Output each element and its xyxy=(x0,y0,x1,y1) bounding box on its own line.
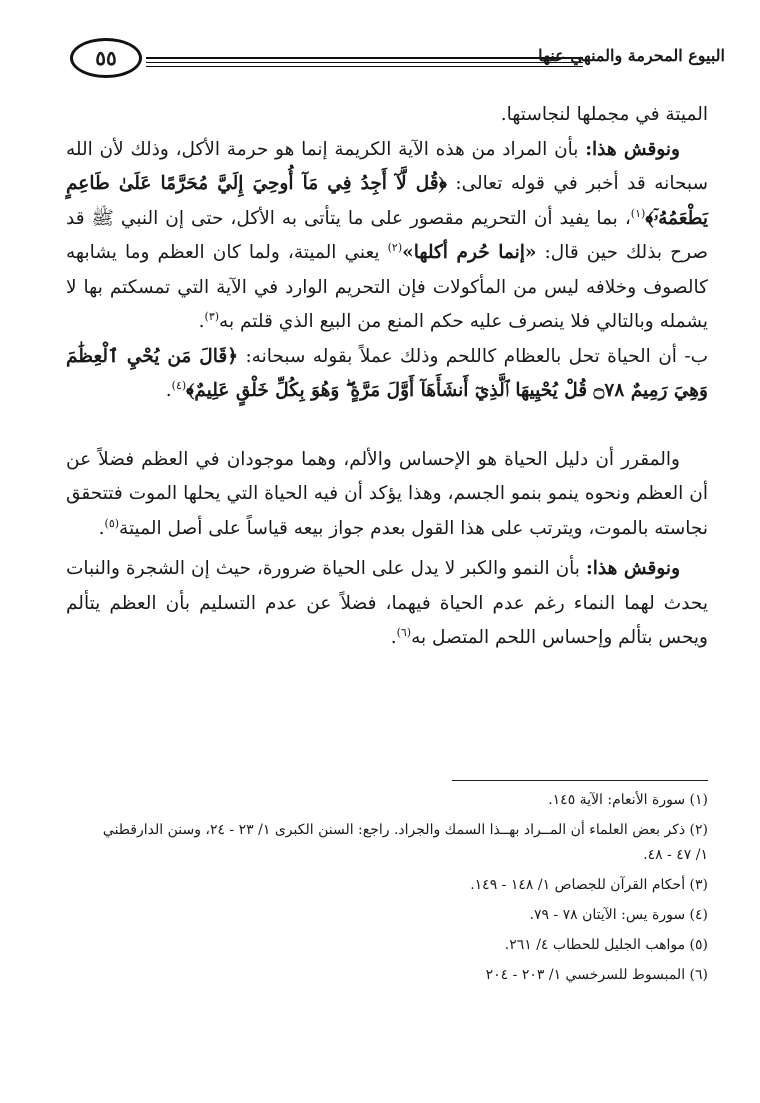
footnote-5 xyxy=(66,935,708,956)
paragraph-1 xyxy=(66,98,708,133)
footnote-ref[interactable]: (١) xyxy=(630,206,646,220)
footnotes xyxy=(66,790,708,995)
footnote-ref[interactable]: (٢) xyxy=(387,240,403,254)
hadith-quote: «إنما حُرم أكلها» xyxy=(402,242,537,263)
paragraph-3 xyxy=(66,340,708,409)
paragraph-4 xyxy=(66,443,708,547)
page-header xyxy=(70,38,725,86)
footnote-text: (٢) ذكر بعض العلماء أن المــراد بهــذا السمك والجراد. راجع: السنن الكبرى ١/ ٢٣ - ٢٤، وسنن الدارقطني xyxy=(102,822,708,838)
footnote-6 xyxy=(66,965,708,986)
punctuation: . xyxy=(198,311,205,332)
running-title: البيوع المحرمة والمنهي عنها xyxy=(538,46,725,65)
header-rule xyxy=(146,62,583,63)
paragraph-5 xyxy=(66,552,708,656)
paragraph-text: الميتة في مجملها لنجاستها. xyxy=(500,104,708,125)
footnote-3 xyxy=(66,875,708,896)
discussion-lead: ونوقش هذا: xyxy=(585,558,680,579)
footnote-1 xyxy=(66,790,708,811)
footnote-text: (٣) أحكام القرآن للجصاص ١/ ١٤٨ - ١٤٩. xyxy=(470,877,708,893)
paragraph-text: يعني الميتة، ولما كان العظم وما يشابهه كالصوف وخلافه ليس من المأكولات فإن التحريم الوارد في الآية التي تمسكتم بها لا يشمله وبالتالي فلا ينصرف عليه حكم المنع من البيع الذي قلتم به xyxy=(66,242,708,332)
footnote-separator xyxy=(452,780,708,781)
footnote-ref[interactable]: (٤) xyxy=(171,378,187,392)
punctuation: . xyxy=(390,627,397,648)
footnote-text: (١) سورة الأنعام: الآية ١٤٥. xyxy=(548,792,708,808)
quran-verse: ﴿قَالَ مَن يُحْيِ ٱلْعِظَٰمَ وَهِيَ رَمِيمٌ ۝٧٨ قُلْ يُحْيِيهَا ٱلَّذِيٓ أَنشَأَهَآ أَوَّلَ مَرَّةٍ ۖ وَهُوَ بِكُلِّ خَلْقٍ عَلِيمٌ﴾ xyxy=(66,345,708,401)
footnote-continuation: ١/ ٤٧ - ٤٨. xyxy=(643,847,708,863)
page-number: ٥٥ xyxy=(95,46,117,70)
paragraph-gap xyxy=(66,409,708,443)
footnote-text: (٤) سورة يس: الآيتان ٧٨ - ٧٩. xyxy=(529,907,708,923)
footnote-text: (٦) المبسوط للسرخسي ١/ ٢٠٣ - ٢٠٤ xyxy=(485,967,708,983)
main-text xyxy=(66,98,708,656)
page-number-oval xyxy=(70,38,142,78)
footnote-ref[interactable]: (٦) xyxy=(396,625,412,639)
paragraph-text: ب- أن الحياة تحل بالعظام كاللحم وذلك عملاً بقوله سبحانه: xyxy=(238,345,708,367)
discussion-lead: ونوقش هذا: xyxy=(585,138,680,160)
paragraph-text: ، بما يفيد أن التحريم مقصور على ما يتأتى به الأكل، حتى إن النبي ﷺ قد صرح بذلك حين قال: xyxy=(66,207,708,263)
header-rule xyxy=(146,66,583,67)
paragraph-2 xyxy=(66,133,708,340)
paragraph-text: بأن المراد من هذه الآية الكريمة إنما هو حرمة الأكل، وذلك لأن الله سبحانه قد أخبر في قوله تعالى: xyxy=(66,138,708,194)
paragraph-text: والمقرر أن دليل الحياة هو الإحساس والألم، وهما موجودان في العظم فضلاً عن أن العظم ونحوه ينمو بنمو الجسم، وهذا يؤكد أن فيه الحياة التي يحلها الموت فتتحقق نجاسته بالموت، ويترتب على هذا القول بعدم جواز بيعه قياساً على أصل الميتة xyxy=(66,448,708,539)
footnote-text: (٥) مواهب الجليل للحطاب ٤/ ٢٦١. xyxy=(504,937,708,953)
paragraph-text: بأن النمو والكبر لا يدل على الحياة ضرورة، حيث إن الشجرة والنبات يحدث لهما النماء رغم عدم الحياة فيهما، فضلاً عن عدم التسليم بأن العظم يتألم ويحس بتألم وإحساس اللحم المتصل به xyxy=(66,558,708,648)
header-rule xyxy=(146,57,583,59)
footnote-2 xyxy=(66,820,708,866)
punctuation: . xyxy=(98,517,105,539)
footnote-ref[interactable]: (٣) xyxy=(204,309,220,323)
footnote-4 xyxy=(66,905,708,926)
punctuation: . xyxy=(165,380,172,401)
footnote-ref[interactable]: (٥) xyxy=(104,516,120,530)
quran-verse: ﴿قُل لَّآ أَجِدُ فِي مَآ أُوحِيَ إِلَيَّ مُحَرَّمًا عَلَىٰ طَاعِمٍ يَطْعَمُهُۥٓ﴾ xyxy=(66,173,708,229)
